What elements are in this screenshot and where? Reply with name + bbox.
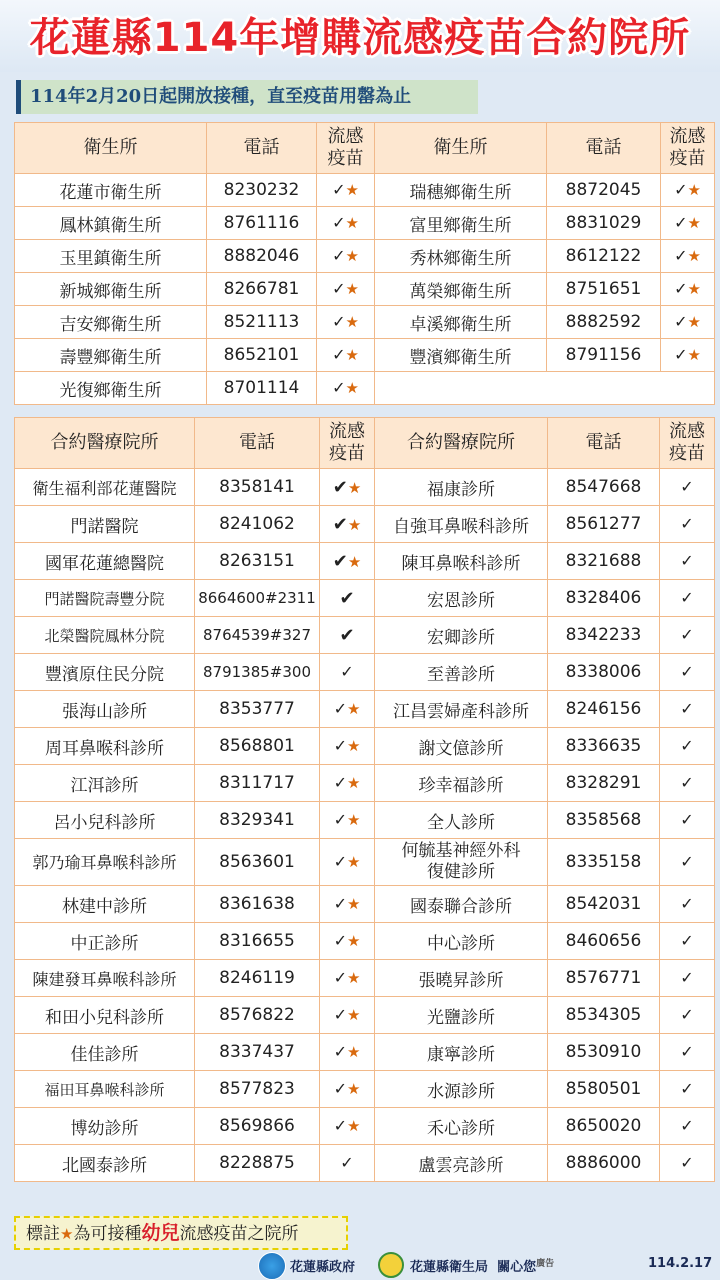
vaccine-cell [660,923,715,960]
clinic-phone: 8328291 [548,765,660,802]
check-icon: ✓ [680,1042,694,1061]
clinic-phone: 8534305 [548,997,660,1034]
vaccine-cell [661,339,715,372]
table-row [15,728,715,765]
star-icon: ★ [345,313,359,331]
clinic-phone: 8576771 [548,960,660,997]
table-row [15,580,715,617]
table-row [15,469,715,506]
star-icon: ★ [346,1080,361,1098]
header-name: 合約醫療院所 [375,418,548,469]
clinic-phone: 8358141 [195,469,320,506]
station-phone: 8882046 [207,240,317,273]
station-name: 卓溪鄉衛生所 [375,306,547,339]
table-row [15,543,715,580]
clinic-name: 佳佳診所 [15,1034,195,1071]
table-row [15,960,715,997]
vaccine-cell [320,580,375,617]
check-icon: ✓ [680,1005,694,1024]
clinic-phone: 8335158 [548,839,660,886]
subtitle: 114年2月20日起開放接種，直至疫苗用罄為止 [16,80,478,114]
check-icon: ✓ [332,345,346,364]
vaccine-cell [661,273,715,306]
vaccine-cell [660,728,715,765]
clinic-phone: 8358568 [548,802,660,839]
clinic-phone: 8547668 [548,469,660,506]
clinic-name: 門諾醫院 [15,506,195,543]
station-name: 秀林鄉衛生所 [375,240,547,273]
station-phone: 8701114 [207,372,317,405]
note-emphasis: 幼兒 [141,1222,180,1244]
table-row [15,1034,715,1071]
vaccine-cell [660,506,715,543]
clinic-name: 何毓基神經外科 復健診所 [375,839,548,886]
clinic-name: 中心診所 [375,923,548,960]
publish-date: 114.2.17 [648,1256,713,1271]
station-phone: 8230232 [207,174,317,207]
table-row [15,339,715,372]
table-row [15,273,715,306]
station-name: 富里鄉衛生所 [375,207,547,240]
table-row [15,886,715,923]
check-icon: ✓ [333,931,347,950]
check-icon: ✓ [680,968,694,987]
check-icon: ✔ [339,624,355,646]
clinic-phone: 8542031 [548,886,660,923]
star-icon: ★ [345,247,359,265]
vaccine-cell [320,1145,375,1182]
clinic-name: 謝文億診所 [375,728,548,765]
vaccine-cell [660,1071,715,1108]
vaccine-cell [661,207,715,240]
star-icon: ★ [347,552,362,571]
vaccine-cell [661,240,715,273]
table-row [15,997,715,1034]
vaccine-cell [661,174,715,207]
star-icon: ★ [345,214,359,232]
clinic-phone: 8338006 [548,654,660,691]
clinic-phone: 8569866 [195,1108,320,1145]
check-icon: ✓ [674,279,688,298]
check-icon: ✔ [332,513,348,535]
star-icon: ★ [346,1043,361,1061]
vaccine-cell [660,580,715,617]
clinic-phone: 8886000 [548,1145,660,1182]
vaccine-cell [320,617,375,654]
vaccine-cell [320,1071,375,1108]
header-vaccine: 流感 疫苗 [320,418,375,469]
check-icon: ✓ [333,1042,347,1061]
government-name: 花蓮縣政府 [290,1260,356,1275]
footer [0,1248,720,1280]
check-icon: ✓ [680,1153,694,1172]
station-name: 花蓮市衛生所 [15,174,207,207]
clinic-name: 福康診所 [375,469,548,506]
check-icon: ✓ [680,894,694,913]
station-name: 萬榮鄉衛生所 [375,273,547,306]
clinic-phone: 8337437 [195,1034,320,1071]
vaccine-cell [320,1034,375,1071]
vaccine-cell [317,174,375,207]
clinic-name: 水源診所 [375,1071,548,1108]
vaccine-cell [320,506,375,543]
check-icon: ✓ [680,551,694,570]
clinic-name: 周耳鼻喉科診所 [15,728,195,765]
check-icon: ✓ [332,312,346,331]
county-government-logo-icon [258,1252,286,1280]
table-row [15,617,715,654]
station-phone: 8266781 [207,273,317,306]
star-icon: ★ [346,700,361,718]
clinic-name: 國軍花蓮總醫院 [15,543,195,580]
table-row [15,1071,715,1108]
header-phone: 電話 [547,123,661,174]
check-icon: ✓ [680,931,694,950]
check-icon: ✓ [680,625,694,644]
check-icon: ✓ [333,810,347,829]
clinic-name: 珍幸福診所 [375,765,548,802]
station-phone: 8521113 [207,306,317,339]
clinic-name: 張曉昇診所 [375,960,548,997]
vaccine-cell [317,207,375,240]
contract-clinic-table [14,417,715,1182]
check-icon: ✓ [674,213,688,232]
star-icon: ★ [346,774,361,792]
star-icon: ★ [345,280,359,298]
care-label: 關心您 [497,1260,537,1275]
star-icon: ★ [346,895,361,913]
clinic-phone: 8650020 [548,1108,660,1145]
star-icon: ★ [687,280,701,298]
clinic-phone: 8316655 [195,923,320,960]
clinic-phone: 8342233 [548,617,660,654]
station-phone: 8882592 [547,306,661,339]
note-suffix: 流感疫苗之院所 [179,1224,299,1244]
check-icon: ✓ [333,773,347,792]
clinic-phone: 8263151 [195,543,320,580]
clinic-name: 張海山診所 [15,691,195,728]
check-icon: ✓ [340,1153,354,1172]
clinic-name: 江洱診所 [15,765,195,802]
vaccine-cell [320,728,375,765]
vaccine-cell [660,960,715,997]
check-icon: ✓ [333,1005,347,1024]
vaccine-cell [660,654,715,691]
clinic-name: 宏卿診所 [375,617,548,654]
station-name: 鳳林鎮衛生所 [15,207,207,240]
clinic-phone: 8321688 [548,543,660,580]
vaccine-cell [661,306,715,339]
header-phone: 電話 [207,123,317,174]
star-icon: ★ [347,515,362,534]
star-icon: ★ [345,346,359,364]
check-icon: ✓ [333,968,347,987]
clinic-name: 陳耳鼻喉科診所 [375,543,548,580]
clinic-name: 林建中診所 [15,886,195,923]
star-icon: ★ [347,478,362,497]
table-row [15,839,715,886]
clinic-name: 豐濱原住民分院 [15,654,195,691]
clinic-name: 光鹽診所 [375,997,548,1034]
star-icon: ★ [346,969,361,987]
header-phone: 電話 [548,418,660,469]
check-icon: ✓ [674,345,688,364]
star-icon: ★ [346,1006,361,1024]
table-row [15,240,715,273]
star-icon: ★ [687,181,701,199]
star-icon: ★ [687,214,701,232]
vaccine-cell [320,886,375,923]
check-icon: ✔ [339,587,355,609]
clinic-phone: 8329341 [195,802,320,839]
health-bureau-logo-icon [378,1252,404,1278]
star-icon: ★ [346,932,361,950]
check-icon: ✓ [680,773,694,792]
clinic-phone: 8764539#327 [195,617,320,654]
clinic-name: 至善診所 [375,654,548,691]
table-row [15,207,715,240]
clinic-phone: 8460656 [548,923,660,960]
health-bureau-name [410,1256,554,1275]
table-row [15,691,715,728]
vaccine-cell [320,839,375,886]
check-icon: ✓ [332,246,346,265]
station-name: 光復鄉衛生所 [15,372,207,405]
check-icon: ✓ [340,662,354,681]
check-icon: ✓ [333,736,347,755]
check-icon: ✓ [680,1116,694,1135]
check-icon: ✓ [680,514,694,533]
table-row [15,306,715,339]
check-icon: ✓ [680,477,694,496]
health-bureau-label: 花蓮縣衛生局 [410,1260,489,1275]
vaccine-cell [660,839,715,886]
clinic-name: 郭乃瑜耳鼻喉科診所 [15,839,195,886]
check-icon: ✓ [332,378,346,397]
clinic-name: 中正診所 [15,923,195,960]
clinic-name: 衛生福利部花蓮醫院 [15,469,195,506]
check-icon: ✓ [680,588,694,607]
vaccine-cell [660,469,715,506]
clinic-phone: 8577823 [195,1071,320,1108]
table-row [15,1145,715,1182]
clinic-phone: 8353777 [195,691,320,728]
clinic-name: 北國泰診所 [15,1145,195,1182]
star-icon: ★ [346,737,361,755]
clinic-phone: 8328406 [548,580,660,617]
vaccine-cell [660,802,715,839]
station-name: 壽豐鄉衛生所 [15,339,207,372]
header-vaccine: 流感 疫苗 [317,123,375,174]
station-name: 豐濱鄉衛生所 [375,339,547,372]
clinic-phone: 8568801 [195,728,320,765]
clinic-name: 盧雲亮診所 [375,1145,548,1182]
station-phone: 8612122 [547,240,661,273]
clinic-name: 康寧診所 [375,1034,548,1071]
check-icon: ✔ [332,476,348,498]
vaccine-cell [320,654,375,691]
clinic-phone: 8791385#300 [195,654,320,691]
star-icon: ★ [687,346,701,364]
station-name: 瑞穗鄉衛生所 [375,174,547,207]
check-icon: ✓ [333,852,347,871]
table-row [15,506,715,543]
clinic-phone: 8664600#2311 [195,580,320,617]
page-title: 花蓮縣114年增購流感疫苗合約院所 [29,15,691,61]
title-bar [0,0,720,72]
header-name: 衛生所 [375,123,547,174]
vaccine-cell [660,1034,715,1071]
vaccine-cell [320,802,375,839]
vaccine-cell [317,306,375,339]
star-icon: ★ [346,853,361,871]
table-row [15,654,715,691]
clinic-name: 江昌雲婦產科診所 [375,691,548,728]
clinic-name: 門諾醫院壽豐分院 [15,580,195,617]
station-phone: 8761116 [207,207,317,240]
vaccine-cell [320,543,375,580]
check-icon: ✓ [333,1116,347,1135]
ad-label: 廣告 [536,1259,555,1269]
clinic-name: 自強耳鼻喉科診所 [375,506,548,543]
vaccine-cell [317,339,375,372]
station-name: 吉安鄉衛生所 [15,306,207,339]
star-icon: ★ [60,1225,74,1243]
clinic-name: 福田耳鼻喉科診所 [15,1071,195,1108]
clinic-name: 國泰聯合診所 [375,886,548,923]
vaccine-cell [317,273,375,306]
vaccine-cell [660,543,715,580]
header-phone: 電話 [195,418,320,469]
station-phone: 8652101 [207,339,317,372]
table-row [15,923,715,960]
clinic-name: 博幼診所 [15,1108,195,1145]
table-header-row [15,123,715,174]
star-icon: ★ [345,379,359,397]
check-icon: ✓ [332,213,346,232]
check-icon: ✓ [680,736,694,755]
table-row [15,174,715,207]
check-icon: ✓ [333,894,347,913]
vaccine-cell [320,960,375,997]
vaccine-cell [660,617,715,654]
clinic-name: 呂小兒科診所 [15,802,195,839]
check-icon: ✓ [333,1079,347,1098]
check-icon: ✓ [674,180,688,199]
clinic-name: 禾心診所 [375,1108,548,1145]
clinic-phone: 8311717 [195,765,320,802]
vaccine-cell [660,886,715,923]
clinic-name: 宏恩診所 [375,580,548,617]
clinic-phone: 8561277 [548,506,660,543]
clinic-phone: 8246119 [195,960,320,997]
station-phone: 8751651 [547,273,661,306]
table-row [15,765,715,802]
vaccine-cell [320,997,375,1034]
clinic-name: 北榮醫院鳳林分院 [15,617,195,654]
header-vaccine: 流感 疫苗 [661,123,715,174]
star-icon: ★ [687,313,701,331]
check-icon: ✓ [680,810,694,829]
check-icon: ✓ [680,852,694,871]
table-row [15,372,715,405]
vaccine-cell [320,765,375,802]
vaccine-cell [660,1145,715,1182]
check-icon: ✔ [332,550,348,572]
clinic-phone: 8336635 [548,728,660,765]
clinic-phone: 8530910 [548,1034,660,1071]
station-phone: 8831029 [547,207,661,240]
check-icon: ✓ [674,312,688,331]
header-name: 合約醫療院所 [15,418,195,469]
station-name: 玉里鎮衛生所 [15,240,207,273]
vaccine-cell [660,691,715,728]
check-icon: ✓ [332,180,346,199]
check-icon: ✓ [333,699,347,718]
note-prefix: 標註 [26,1224,60,1244]
table-row [15,1108,715,1145]
note-middle: 為可接種 [73,1224,142,1244]
check-icon: ✓ [332,279,346,298]
table-header-row [15,418,715,469]
star-icon: ★ [346,1117,361,1135]
star-icon: ★ [346,811,361,829]
check-icon: ✓ [680,662,694,681]
table-row [15,802,715,839]
vaccine-cell [660,1108,715,1145]
station-phone: 8872045 [547,174,661,207]
clinic-phone: 8361638 [195,886,320,923]
header-name: 衛生所 [15,123,207,174]
clinic-phone: 8563601 [195,839,320,886]
vaccine-cell [320,691,375,728]
station-name: 新城鄉衛生所 [15,273,207,306]
vaccine-cell [320,1108,375,1145]
check-icon: ✓ [674,246,688,265]
vaccine-cell [660,765,715,802]
check-icon: ✓ [680,1079,694,1098]
station-phone: 8791156 [547,339,661,372]
vaccine-cell [317,240,375,273]
clinic-phone: 8246156 [548,691,660,728]
empty-cell [375,372,715,405]
clinic-phone: 8580501 [548,1071,660,1108]
header-vaccine: 流感 疫苗 [660,418,715,469]
star-icon: ★ [345,181,359,199]
star-icon: ★ [687,247,701,265]
clinic-name: 和田小兒科診所 [15,997,195,1034]
legend-note [14,1216,348,1250]
clinic-phone: 8241062 [195,506,320,543]
clinic-name: 陳建發耳鼻喉科診所 [15,960,195,997]
vaccine-cell [660,997,715,1034]
vaccine-cell [320,469,375,506]
health-station-table [14,122,715,405]
vaccine-cell [317,372,375,405]
vaccine-cell [320,923,375,960]
clinic-name: 全人診所 [375,802,548,839]
clinic-phone: 8228875 [195,1145,320,1182]
clinic-phone: 8576822 [195,997,320,1034]
check-icon: ✓ [680,699,694,718]
